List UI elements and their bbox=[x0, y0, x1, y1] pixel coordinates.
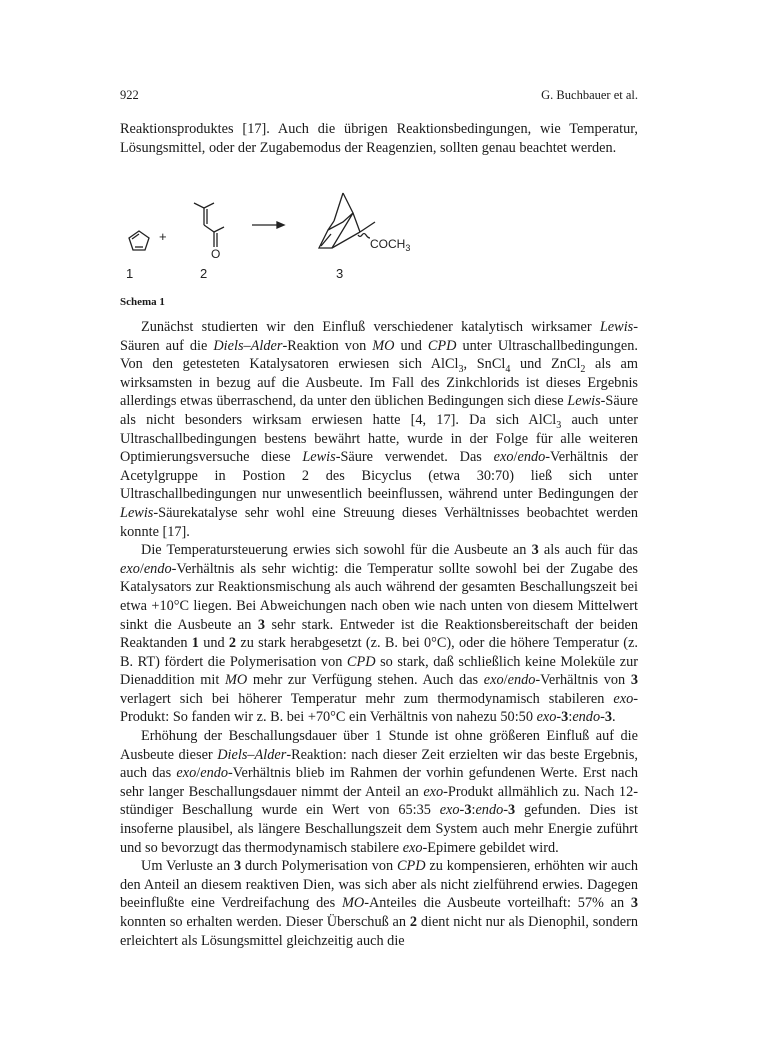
paragraph-duration: Erhöhung der Beschallungsdauer über 1 Stunde ist ohne größeren Einfluß auf die Ausbeute dieser Diels–Alder-Reaktion: nach dieser Zeit erzielten wir das beste Ergebnis, auch das exo/endo-Verhältnis blieb im Rahmen der vorhin gefundenen Werte. Erst nach sehr langer Beschallungsdauer nimmt der Anteil an exo-Produkt allmählich zu. Nach 12-stündiger Beschallung wurde ein Wert von 65:35 exo-3:endo-3 gefunden. Dies ist insoferne plausibel, als längere Beschallungszeit dem System auch mehr Energie zuführt und so bevorzugt das thermodynamisch stabilere exo-Epimere gebildet wird. bbox=[120, 728, 638, 856]
body-text bbox=[120, 318, 638, 950]
compound-label-3: 3 bbox=[336, 266, 344, 281]
cyclopentadiene-structure bbox=[129, 231, 149, 250]
scheme-caption: Schema 1 bbox=[120, 296, 165, 308]
running-header bbox=[120, 88, 638, 108]
running-authors: G. Buchbauer et al. bbox=[541, 88, 638, 102]
paragraph-catalysts: Zunächst studierten wir den Einfluß verschiedener katalytisch wirksamer Lewis-Säuren auf die Diels–Alder-Reaktion von MO und CPD unter Ultraschallbedingungen. Von den getesteten Katalysatoren erwiesen sich AlCl$_3$, SnCl$_4$ und ZnCl$_2$ als am wirksamsten in bezug auf die Ausbeute. Im Fall des Zinkchlorids ist dieses Ergebnis allerdings etwas überraschend, da unter den üblichen Bedingungen sich diese Lewis-Säure als nicht besonders wirksam erwiesen hatte [4, 17]. Da sich AlCl$_3$ auch unter Ultraschallbedingungen bestens bewährt hatte, wurde in der Folge für alle weiteren Optimierungsversuche diese Lewis-Säure verwendet. Das exo/endo-Verhältnis der Acetylgruppe in Postion 2 des Bicyclus (etwa 30:70) ließ sich unter Ultraschallbedingungen nur unwesentlich beeinflussen, während unter Bedingungen der Lewis-Säurekatalyse sehr wohl eine Streuung dieses Verhältnisses beobachtet werden konnte [17]. bbox=[120, 319, 639, 540]
compound-label-2: 2 bbox=[200, 266, 208, 281]
acetyl-substituent-text: COCH bbox=[370, 237, 406, 251]
bicyclic-product-structure bbox=[319, 193, 375, 248]
compound-label-1: 1 bbox=[126, 266, 134, 281]
reaction-scheme bbox=[112, 175, 412, 295]
paragraph-temperature: Die Temperatursteuerung erwies sich sowohl für die Ausbeute an 3 als auch für das exo/endo-Verhältnis als sehr wichtig: die Temperatur sollte sowohl bei der Zugabe des Katalysators zur Reaktionsmischung als auch während der gesamten Beschallungszeit bei etwa +10°C liegen. Bei Abweichungen nach oben wie nach unten von diesem Mittelwert sinkt die Ausbeute an 3 sehr stark. Entweder ist die Reaktionsbereitschaft der beiden Reaktanden 1 und 2 zu stark herabgesetzt (z. B. bei 0°C), oder die höhere Temperatur (z. B. RT) fördert die Polymerisation von CPD so stark, daß schließlich keine Moleküle zur Dienaddition mit MO mehr zur Verfügung stehen. Auch das exo/endo-Verhältnis von 3 verlagert sich bei höherer Temperatur mehr zum thermodynamisch stabileren exo-Produkt: So fanden wir z. B. bei +70°C ein Verhältnis von nahezu 50:50 exo-3:endo-3. bbox=[120, 542, 638, 726]
mesityl-oxide-structure bbox=[194, 203, 224, 247]
acetyl-subscript: 3 bbox=[405, 243, 411, 253]
plus-sign: + bbox=[159, 229, 167, 244]
intro-paragraph-text: Reaktionsproduktes [17]. Auch die übrigen Reaktionsbedingungen, wie Temperatur, Lösungsmittel, oder der Zugabemodus der Reagenzien, sollten genau beachtet werden. bbox=[120, 121, 638, 156]
carbonyl-oxygen: O bbox=[211, 247, 221, 261]
intro-paragraph bbox=[120, 120, 638, 157]
paragraph-ratio: Um Verluste an 3 durch Polymerisation von CPD zu kompensieren, erhöhten wir auch den Anteil an diesem reaktiven Dien, was sich aber als nicht zielführend erwies. Dagegen beeinflußte eine Verdreifachung des MO-Anteiles die Ausbeute vorteilhaft: 57% an 3 konnten so erhalten werden. Dieser Überschuß an 2 dient nicht nur als Dienophil, sondern erleichtert als Lösungsmittel gleichzeitig auch die bbox=[120, 858, 638, 949]
reaction-arrow bbox=[252, 222, 284, 228]
acetyl-substituent bbox=[370, 237, 410, 253]
page-number: 922 bbox=[120, 88, 139, 102]
